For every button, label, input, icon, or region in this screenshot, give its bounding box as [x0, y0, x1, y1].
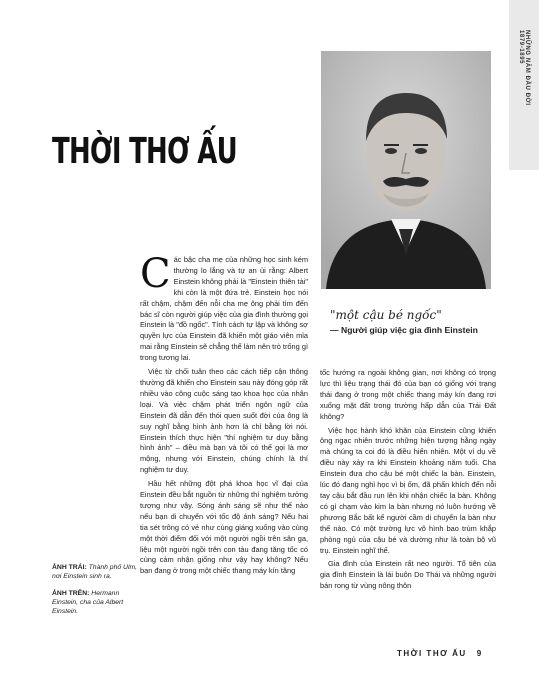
body-column-right	[320, 368, 496, 595]
side-tab	[509, 0, 539, 170]
caption-left-photo	[52, 563, 138, 581]
pull-quote-text: "một cậu bé ngốc"	[330, 308, 442, 322]
caption-text: Thành phố Ulm, nơi Einstein sinh ra.	[52, 564, 137, 580]
body-paragraph: Gia đình của Einstein rất neo người. Tổ tiên của gia đình Einstein là lái buôn Do Thái và những người bán rong từ vùng nông thôn	[320, 559, 496, 591]
body-paragraph: tốc hướng ra ngoài không gian, nơi không có trọng lực thì liệu trạng thái đó của bạn có giống với trạng thái đang ở trong một chiếc thang máy kín đang rơi xuống mặt đất trong trường hấp dẫn của Trái Đất không?	[320, 368, 496, 421]
paragraph-text: ác bậc cha mẹ của những học sinh kém thường lo lắng và tự an ủi rằng: Albert Einstein không phải là "Einstein thiên tài" khi còn là một đứa trẻ. Einstein học nói rất chậm, chậm đến nỗi cha mẹ ông phải tìm đến bác sĩ còn người giúp việc của gia đình thường gọi Einstein là "đồ ngốc". Tính cách tự lập và không sợ quyền lực của Einstein đã khiến một giáo viên mỉa mai rằng Einstein sẽ chẳng thể làm nên trò trống gì trong tương lai.	[140, 255, 308, 363]
body-paragraph: Hầu hết những đột phá khoa học vĩ đại của Einstein đều bắt nguồn từ những thí nghiệm tưởng tượng như vậy. Sóng ánh sáng sẽ như thế nào nếu bạn di chuyển với tốc độ ánh sáng? Nếu hai tia sét trông có vẻ như cùng giáng xuống vào cùng một thời điểm đối với một người ngồi trên sân ga, liệu một người ngồi trên con tàu đang tăng tốc có cùng cảm nhận giống như vậy hay không? Nếu bạn đang ở trong một chiếc thang máy kín tăng	[140, 479, 308, 576]
caption-label: ẢNH TRÊN:	[52, 590, 90, 597]
side-tab-label: NHỮNG NĂM ĐẦU ĐỜI	[524, 30, 530, 106]
page-footer	[397, 649, 481, 658]
drop-cap: C	[140, 251, 171, 297]
body-paragraph: Việc từ chối tuân theo các cách tiếp cận thông thường đã khiến cho Einstein sau này đóng góp rất nhiều vào công cuộc sáng tạo khoa học của nhân loại. Và việc chậm phát triển ngôn ngữ của Einstein đã dẫn đến thói quen suốt đời của ông là suy nghĩ bằng hình ảnh hơn là chỉ bằng lời nói. Einstein thích thực hiện "thí nghiệm tư duy bằng hình ảnh" – điều mà bạn và tôi có thể gọi là mơ mộng, nhưng với Einstein, chúng chính là thí nghiệm tư duy.	[140, 367, 308, 475]
body-column-left	[140, 251, 308, 580]
caption-label: ẢNH TRÁI:	[52, 564, 87, 571]
photo-captions	[52, 563, 138, 624]
caption-text: Hermann Einstein, cha của Albert Einstein.	[52, 590, 124, 615]
pull-quote	[330, 308, 505, 335]
page-number: 9	[476, 649, 482, 658]
portrait-illustration	[321, 51, 491, 289]
pull-quote-attribution: — Người giúp việc gia đình Einstein	[330, 325, 478, 335]
caption-top-photo	[52, 589, 138, 616]
footer-section-title: THỜI THƠ ẤU	[397, 649, 467, 658]
body-paragraph: Việc học hành khó khăn của Einstein cũng khiến ông ngạc nhiên trước những hiện tượng hằng ngày mà chúng ta coi đó là điều hiển nhiên. Một ví dụ về điều này xảy ra khi Einstein khoảng năm tuổi. Cha Einstein đưa cho cậu bé một chiếc la bàn. Einstein, lúc đó đang nghỉ học vì bị ốm, đã phấn khích đến nỗi tay cậu bắt đầu run lên khi nhận chiếc la bàn. Không có gì chạm vào kim la bàn nhưng nó luôn hướng về phương Bắc bất kể người cầm di chuyển la bàn như thế nào. Có một trường lực vô hình bao trùm khắp phòng ngủ của cậu bé và dường như là toàn bộ vũ trụ. Einstein nghĩ thế.	[320, 425, 496, 555]
side-tab-years: 1879-1895	[518, 30, 524, 65]
portrait-photo	[321, 51, 491, 289]
side-tab-text	[513, 30, 535, 160]
body-paragraph	[140, 251, 308, 364]
chapter-title: THỜI THƠ ẤU	[52, 131, 237, 172]
